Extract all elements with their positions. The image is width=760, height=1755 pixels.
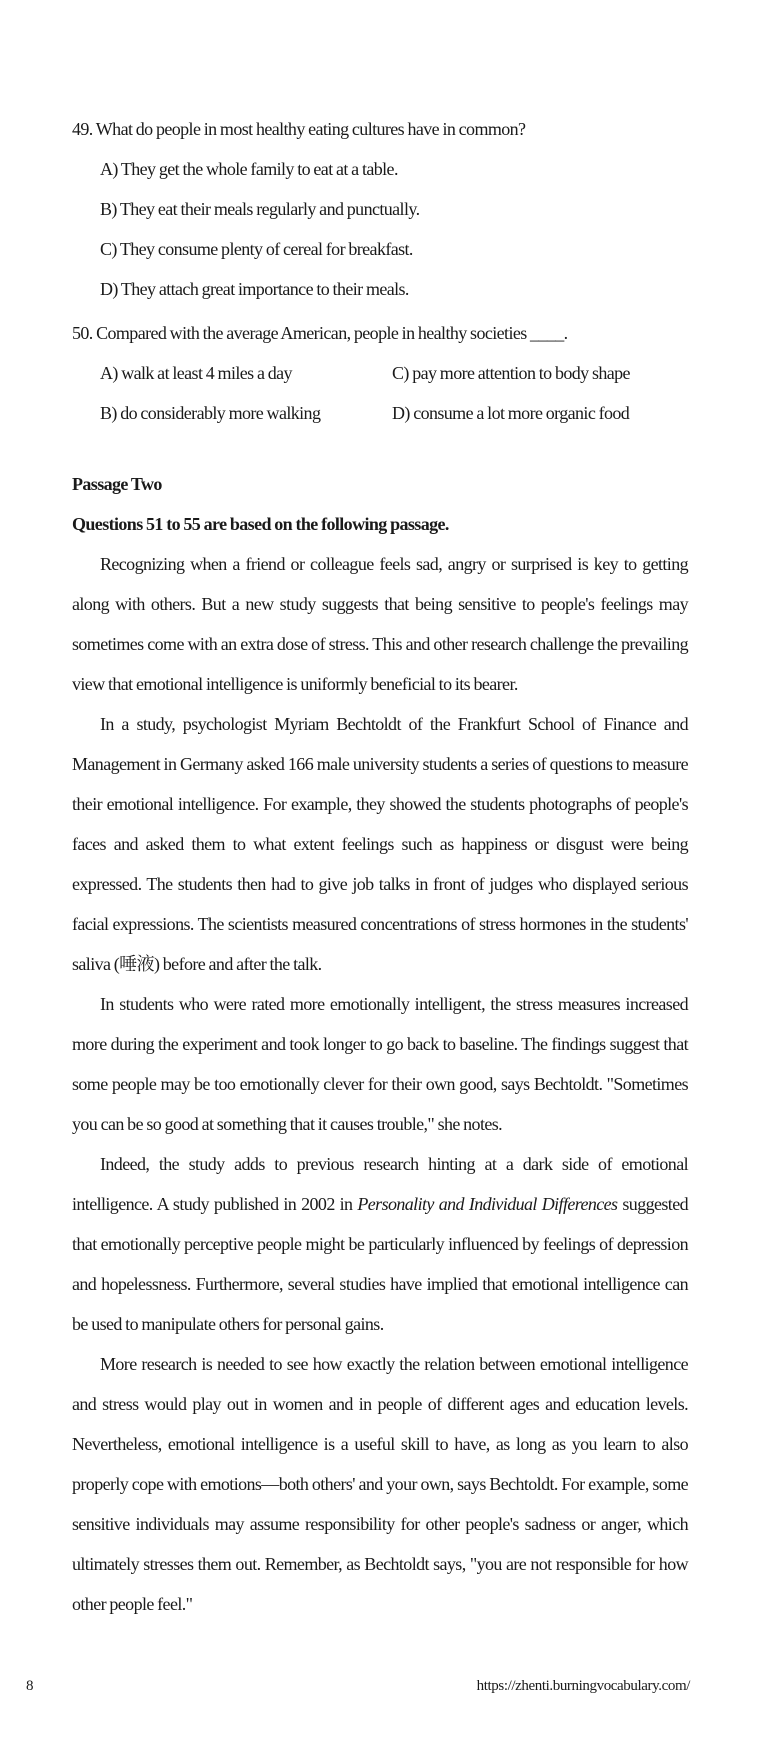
question-50: [72, 318, 688, 428]
question-49: [72, 114, 688, 304]
footer-url[interactable]: https://zhenti.burningvocabulary.com/: [476, 1678, 690, 1694]
passage-paragraph-5: More research is needed to see how exactly the relation between emotional intelligence and stress would play out in women and in people of different ages and education levels. Nevertheless, emotional intelligence is a useful skill to have, as long as you learn to also properly cope with emotions—both others' and your own, says Bechtoldt. For example, some sensitive individuals may assume responsibility for other people's sadness or anger, which ultimately stresses them out. Remember, as Bechtoldt says, "you are not responsible for how other people feel.": [72, 1354, 688, 1614]
question-49-option-a: A) They get the whole family to eat at a table.: [100, 159, 398, 179]
question-50-option-c: C) pay more attention to body shape: [392, 363, 630, 383]
passage-paragraph-3: In students who were rated more emotionally intelligent, the stress measures increased more during the experiment and took longer to go back to baseline. The findings suggest that some people may be too emotionally clever for their own good, says Bechtoldt. "Sometimes you can be so good at something that it causes trouble," she notes.: [72, 994, 688, 1134]
passage-paragraph-4: [72, 1144, 688, 1344]
page-content: [72, 114, 688, 1624]
passage-instruction: Questions 51 to 55 are based on the following passage.: [72, 514, 449, 534]
journal-title: Personality and Individual Differences: [357, 1194, 618, 1214]
question-49-stem: 49. What do people in most healthy eating cultures have in common?: [72, 119, 526, 139]
question-50-option-b: B) do considerably more walking: [100, 403, 321, 423]
paragraph-4-text-start: Indeed, the study adds to previous research hinting at a dark side of emotional intelligence. A study published in 2002 in: [72, 1154, 688, 1214]
page-footer: [26, 1678, 690, 1695]
passage-paragraph-1: Recognizing when a friend or colleague feels sad, angry or surprised is key to getting along with others. But a new study suggests that being sensitive to people's feelings may sometimes come with an extra dose of stress. This and other research challenge the prevailing view that emotional intelligence is uniformly beneficial to its bearer.: [72, 554, 688, 694]
question-50-options: [100, 358, 688, 428]
passage-title: Passage Two: [72, 474, 162, 494]
question-49-option-c: C) They consume plenty of cereal for breakfast.: [100, 239, 413, 259]
paragraph-4-text-end: suggested that emotionally perceptive people might be particularly influenced by feelings of depression and hopelessness. Furthermore, several studies have implied that emotional intelligence can be used to manipulate others for personal gains.: [72, 1194, 688, 1334]
passage-paragraph-2: In a study, psychologist Myriam Bechtoldt of the Frankfurt School of Finance and Management in Germany asked 166 male university students a series of questions to measure their emotional intelligence. For example, they showed the students photographs of people's faces and asked them to what extent feelings such as happiness or disgust were being expressed. The students then had to give job talks in front of judges who displayed serious facial expressions. The scientists measured concentrations of stress hormones in the students' saliva (唾液) before and after the talk.: [72, 714, 688, 974]
question-49-option-b: B) They eat their meals regularly and punctually.: [100, 199, 420, 219]
question-49-option-d: D) They attach great importance to their meals.: [100, 279, 409, 299]
question-50-option-d: D) consume a lot more organic food: [392, 403, 630, 423]
question-50-stem: 50. Compared with the average American, people in healthy societies ____.: [72, 323, 568, 343]
question-50-option-a: A) walk at least 4 miles a day: [100, 363, 292, 383]
page-number: 8: [26, 1678, 34, 1694]
passage-two: [72, 464, 688, 1624]
